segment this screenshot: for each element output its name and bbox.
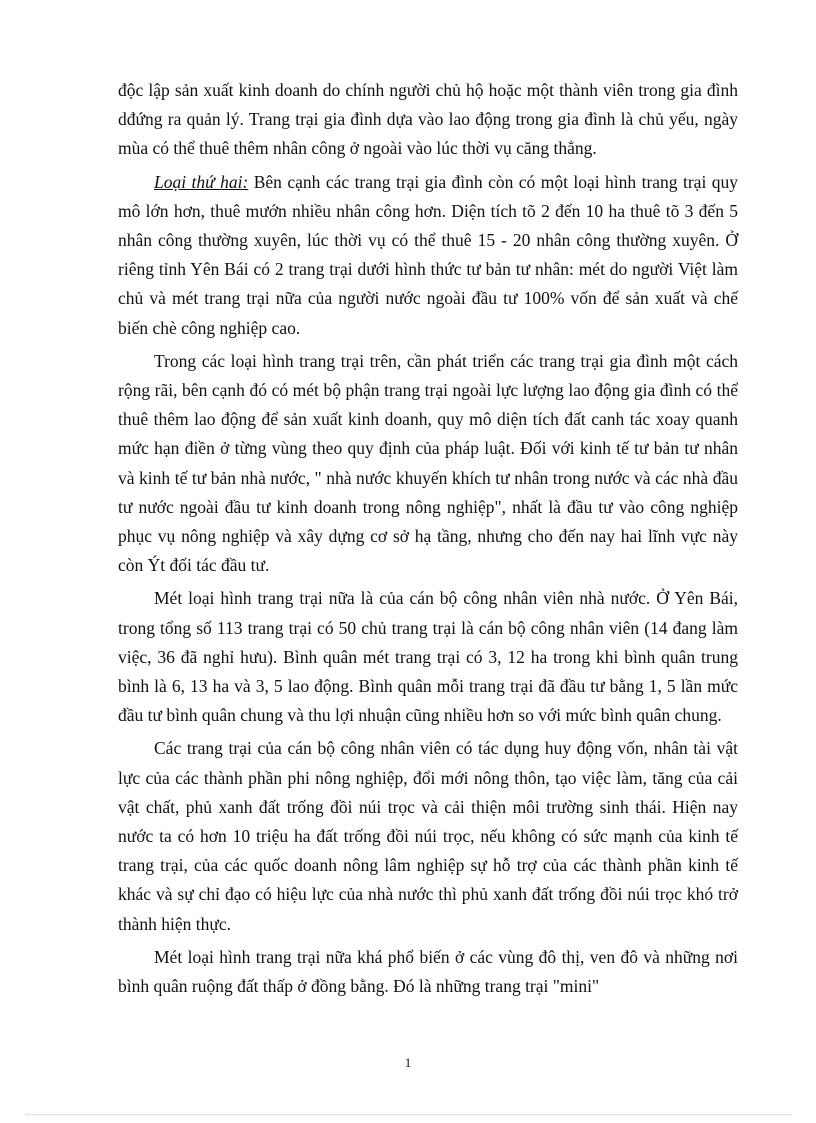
paragraph-2-text: Bên cạnh các trang trại gia đình còn có một loại hình trang trại quy mô lớn hơn, thuê mướn nhiều nhân công hơn. Diện tích tõ 2 đến 10 ha thuê tõ 3 đến 5 nhân công thường xuyên, lúc thời vụ có thể thuê 15 - 20 nhân công thường xuyên. Ở riêng tỉnh Yên Bái có 2 trang trại dưới hình thức tư bản tư nhân: mét do người Việt làm chủ và mét trang trại nữa của người nước ngoài đầu tư 100% vốn để sản xuất và chế biến chè công nghiệp cao. [118, 171, 738, 338]
paragraph-4: Mét loại hình trang trại nữa là của cán bộ công nhân viên nhà nước. Ở Yên Bái, trong tổng số 113 trang trại có 50 chủ trang trại là cán bộ công nhân viên (14 đang làm việc, 36 đã nghỉ hưu). Bình quân mét trang trại có 3, 12 ha trong khi bình quân trung bình là 6, 13 ha và 3, 5 lao động. Bình quân mỗi trang trại đã đầu tư bằng 1, 5 lần mức đầu tư bình quân chung và thu lợi nhuận cũng nhiều hơn so với mức bình quân chung. [118, 588, 738, 726]
paragraph-3: Trong các loại hình trang trại trên, cần phát triển các trang trại gia đình một cách rộng rãi, bên cạnh đó có mét bộ phận trang trại ngoài lực lượng lao động gia đình có thể thuê thêm lao động để sản xuất kinh doanh, quy mô diện tích đất canh tác xoay quanh mức hạn điền ở từng vùng theo quy định của pháp luật. Đối với kinh tế tư bản tư nhân và kinh tế tư bản nhà nước, " nhà nước khuyến khích tư nhân trong nước và các nhà đầu tư nước ngoài đầu tư kinh doanh trong nông nghiệp", nhất là đầu tư vào công nghiệp phục vụ nông nghiệp và xây dựng cơ sở hạ tầng, nhưng cho đến nay hai lĩnh vực này còn Ýt đối tác đầu tư. [118, 350, 738, 576]
paragraph-1: độc lập sản xuất kinh doanh do chính người chủ hộ hoặc một thành viên trong gia đình dđứng ra quản lý. Trang trại gia đình dựa vào lao động trong gia đình là chủ yếu, ngày mùa có thể thuê thêm nhân công ở ngoài vào lúc thời vụ căng thẳng. [118, 80, 738, 159]
paragraph-5: Các trang trại của cán bộ công nhân viên có tác dụng huy động vốn, nhân tài vật lực của các thành phần phi nông nghiệp, đổi mới nông thôn, tạo việc làm, tăng của cải vật chất, phủ xanh đất trống đồi núi trọc và cải thiện môi trường sinh thái. Hiện nay nước ta có hơn 10 triệu ha đất trống đồi núi trọc, nếu không có sức mạnh của kinh tế trang trại, của các quốc doanh nông lâm nghiệp sự hỗ trợ của các thành phần kinh tế khác và sự chỉ đạo có hiệu lực của nhà nước thì phủ xanh đất trống đồi núi trọc khó trở thành hiện thực. [118, 738, 738, 934]
paragraph-2-label: Loại thứ hai: [154, 171, 249, 192]
document-body [118, 76, 738, 1005]
page-bottom-edge [25, 1114, 791, 1115]
paragraph-6: Mét loại hình trang trại nữa khá phổ biến ở các vùng đô thị, ven đô và những nơi bình quân ruộng đất thấp ở đồng bằng. Đó là những trang trại "mini" [118, 946, 738, 997]
paragraph-2 [118, 168, 738, 343]
page-number: 1 [404, 1055, 412, 1070]
